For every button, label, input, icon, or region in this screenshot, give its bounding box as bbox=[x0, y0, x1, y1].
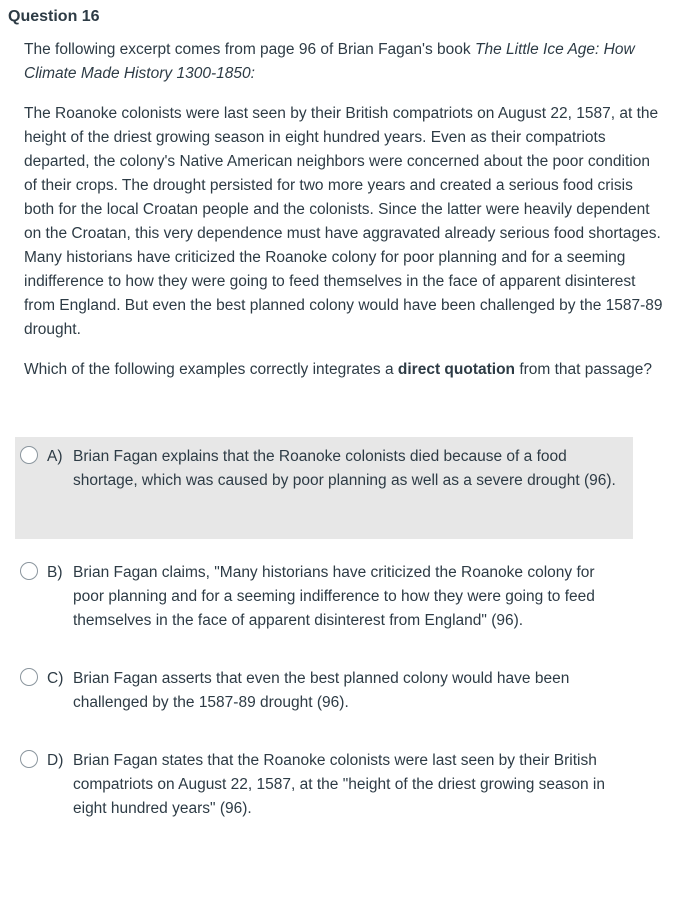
question-prompt bbox=[24, 358, 664, 382]
intro-prefix: The following excerpt comes from page 96 of Brian Fagan's book bbox=[24, 41, 475, 58]
passage-text: The Roanoke colonists were last seen by their British compatriots on August 22, 1587, at the height of the driest growing season in eight hundred years. Even as their compatriots departed, the colony's Native American neighbors were concerned about the poor condition of their crops. The drought persisted for two more years and created a serious food crisis both for the local Croatan people and the colonists. Since the latter were heavily dependent on the Croatan, this very dependence must have aggravated already serious food shortages. Many historians have criticized the Roanoke colony for poor planning and for a seeming indifference to how they were going to feed themselves in the face of apparent disinterest from England. But even the best planned colony would have been challenged by the 1587-89 drought. bbox=[24, 105, 663, 338]
question-title: Question 16 bbox=[8, 8, 100, 25]
answer-option-d[interactable] bbox=[15, 741, 633, 841]
answer-letter: A) bbox=[47, 448, 63, 465]
intro-suffix: : bbox=[250, 65, 255, 82]
prompt-bold: direct quotation bbox=[397, 361, 516, 378]
radio-button-a[interactable] bbox=[20, 446, 38, 464]
question-intro bbox=[24, 38, 664, 86]
answer-letter: C) bbox=[47, 670, 64, 687]
prompt-suffix: from that passage? bbox=[515, 361, 653, 378]
answer-option-c[interactable] bbox=[15, 659, 633, 735]
book-title: The Little Ice Age: How Climate Made History 1300-1850 bbox=[24, 41, 635, 82]
answer-text: Brian Fagan explains that the Roanoke colonists died because of a food shortage, which was caused by poor planning as well as a severe drought (96). bbox=[73, 448, 616, 489]
radio-button-d[interactable] bbox=[20, 750, 38, 768]
radio-button-b[interactable] bbox=[20, 562, 38, 580]
answer-text: Brian Fagan claims, "Many historians have criticized the Roanoke colony for poor planning and for a seeming indifference to how they were going to feed themselves in the face of apparent disinterest from England" (96). bbox=[73, 564, 595, 629]
answer-letter: D) bbox=[47, 752, 64, 769]
answer-text: Brian Fagan states that the Roanoke colonists were last seen by their British compatriots on August 22, 1587, at the "height of the driest growing season in eight hundred years" (96). bbox=[73, 752, 605, 817]
question-body bbox=[24, 38, 664, 382]
answer-letter: B) bbox=[47, 564, 63, 581]
answer-text: Brian Fagan asserts that even the best planned colony would have been challenged by the 1587-89 drought (96). bbox=[73, 670, 570, 711]
intro-text bbox=[24, 38, 664, 86]
prompt-prefix: Which of the following examples correctly integrates a bbox=[24, 361, 398, 378]
answer-option-b[interactable] bbox=[15, 553, 633, 653]
answer-list bbox=[15, 437, 633, 841]
radio-button-c[interactable] bbox=[20, 668, 38, 686]
answer-option-a[interactable] bbox=[15, 437, 633, 539]
